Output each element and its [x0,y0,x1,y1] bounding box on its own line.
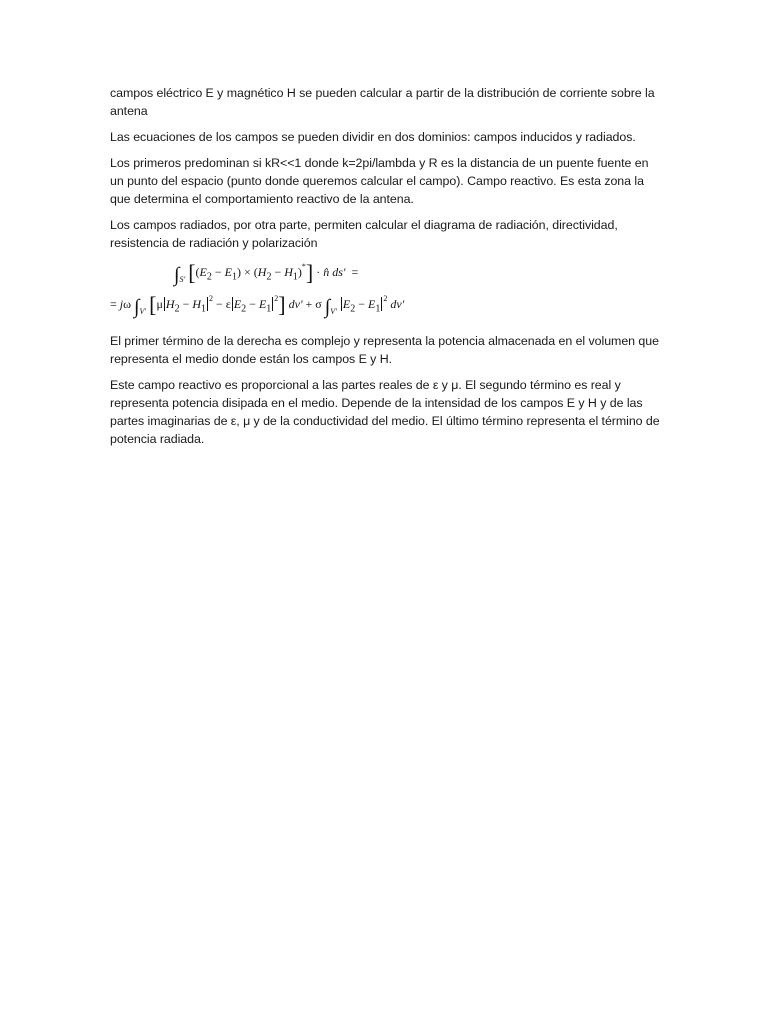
poynting-equation-image [110,260,662,322]
document-page [110,84,662,456]
paragraph-reactive-proportional: Este campo reactivo es proporcional a las partes reales de ε y μ. El segundo término es real y representa potencia disipada en el medio. Depende de la intensidad de los campos E y H y de las partes imaginarias de ε, μ y de la conductividad del medio. El último término representa el término de potencia radiada. [110,378,660,446]
equation-line-2: = jω $\int_{V'}$ [μ $H_2 - H_1^2 - \varepsilon$ $E_2 - E_1^2$] dv' + σ $\int_{V'}$ $E_2 - E_1^2$ dv' [110,292,405,318]
paragraph-radiated-fields: Los campos radiados, por otra parte, permiten calcular el diagrama de radiación, directividad, resistencia de radiación y polarización [110,218,618,250]
paragraph-reactive-field: Los primeros predominan si kR<<1 donde k=2pi/lambda y R es la distancia de un puente fuente en un punto del espacio (punto donde queremos calcular el campo). Campo reactivo. Es esta zona la que determina el comportamiento reactivo de la antena. [110,156,649,206]
paragraph-field-domains: Las ecuaciones de los campos se pueden dividir en dos dominios: campos inducidos y radiados. [110,130,636,144]
paragraph-first-term: El primer término de la derecha es complejo y representa la potencia almacenada en el volumen que representa el medio donde están los campos E y H. [110,334,659,366]
equation-line-1: $\int_{S'}$ $[(E_2 - E_1) \times (H_2 - H_1)^*]$ · n̂ ds' = [174,260,359,286]
paragraph-fields-distribution: campos eléctrico E y magnético H se pueden calcular a partir de la distribución de corriente sobre la antena [110,86,655,118]
